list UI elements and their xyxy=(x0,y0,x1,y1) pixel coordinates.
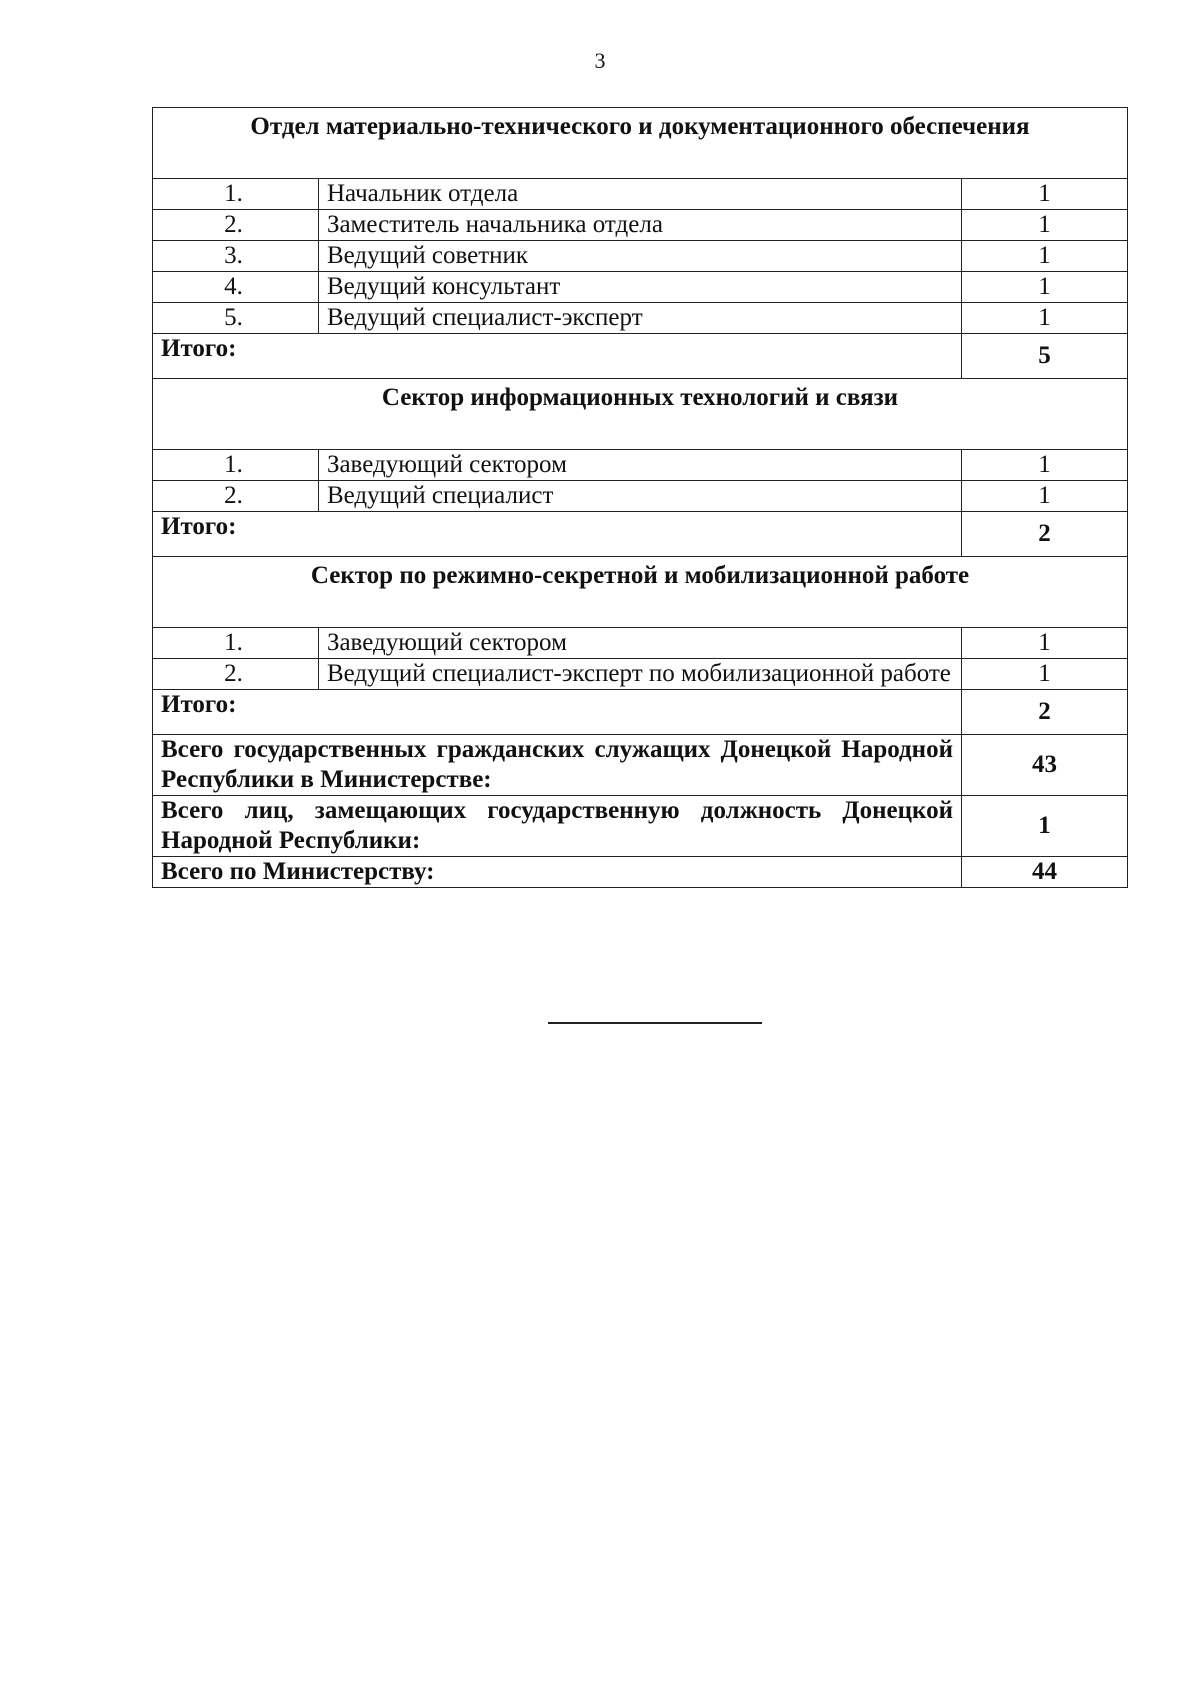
summary-row xyxy=(153,796,1128,857)
position-count: 1 xyxy=(962,241,1128,272)
table-row xyxy=(153,450,1128,481)
section-header xyxy=(153,108,1128,179)
total-value: 2 xyxy=(962,690,1128,735)
row-number: 1. xyxy=(153,450,319,481)
section-title: Сектор по режимно-секретной и мобилизационной работе xyxy=(153,557,1128,628)
summary-value: 43 xyxy=(962,735,1128,796)
position-count: 1 xyxy=(962,303,1128,334)
section-header xyxy=(153,557,1128,628)
position-name: Ведущий консультант xyxy=(318,272,961,303)
page-number: 3 xyxy=(594,48,606,73)
position-count: 1 xyxy=(962,481,1128,512)
position-name: Ведущий специалист-эксперт по мобилизационной работе xyxy=(318,659,961,690)
row-number: 2. xyxy=(153,481,319,512)
summary-value: 44 xyxy=(962,857,1128,888)
total-row xyxy=(153,334,1128,379)
row-number: 5. xyxy=(153,303,319,334)
total-row xyxy=(153,512,1128,557)
row-number: 2. xyxy=(153,210,319,241)
table-row xyxy=(153,628,1128,659)
position-name: Ведущий специалист-эксперт xyxy=(318,303,961,334)
total-label: Итого: xyxy=(153,690,962,735)
summary-label: Всего лиц, замещающих государственную должность Донецкой Народной Республики: xyxy=(153,796,962,857)
table-row xyxy=(153,179,1128,210)
total-value: 5 xyxy=(962,334,1128,379)
position-count: 1 xyxy=(962,628,1128,659)
position-name: Заведующий сектором xyxy=(318,450,961,481)
position-count: 1 xyxy=(962,272,1128,303)
position-count: 1 xyxy=(962,210,1128,241)
total-label: Итого: xyxy=(153,512,962,557)
row-number: 1. xyxy=(153,179,319,210)
summary-value: 1 xyxy=(962,796,1128,857)
row-number: 4. xyxy=(153,272,319,303)
summary-label: Всего государственных гражданских служащих Донецкой Народной Республики в Министерстве: xyxy=(153,735,962,796)
table-row xyxy=(153,481,1128,512)
position-count: 1 xyxy=(962,450,1128,481)
row-number: 3. xyxy=(153,241,319,272)
position-name: Начальник отдела xyxy=(318,179,961,210)
row-number: 2. xyxy=(153,659,319,690)
section-header xyxy=(153,379,1128,450)
position-name: Заместитель начальника отдела xyxy=(318,210,961,241)
position-count: 1 xyxy=(962,179,1128,210)
position-name: Ведущий специалист xyxy=(318,481,961,512)
table-row xyxy=(153,272,1128,303)
summary-row xyxy=(153,735,1128,796)
total-label: Итого: xyxy=(153,334,962,379)
table-row xyxy=(153,210,1128,241)
position-count: 1 xyxy=(962,659,1128,690)
table-row xyxy=(153,303,1128,334)
position-name: Заведующий сектором xyxy=(318,628,961,659)
summary-label: Всего по Министерству: xyxy=(153,857,962,888)
table-row xyxy=(153,241,1128,272)
summary-row xyxy=(153,857,1128,888)
staff-table xyxy=(152,107,1128,888)
section-title: Сектор информационных технологий и связи xyxy=(153,379,1128,450)
total-value: 2 xyxy=(962,512,1128,557)
position-name: Ведущий советник xyxy=(318,241,961,272)
total-row xyxy=(153,690,1128,735)
closing-line xyxy=(548,1022,762,1024)
row-number: 1. xyxy=(153,628,319,659)
section-title: Отдел материально-технического и документационного обеспечения xyxy=(153,108,1128,179)
table-row xyxy=(153,659,1128,690)
